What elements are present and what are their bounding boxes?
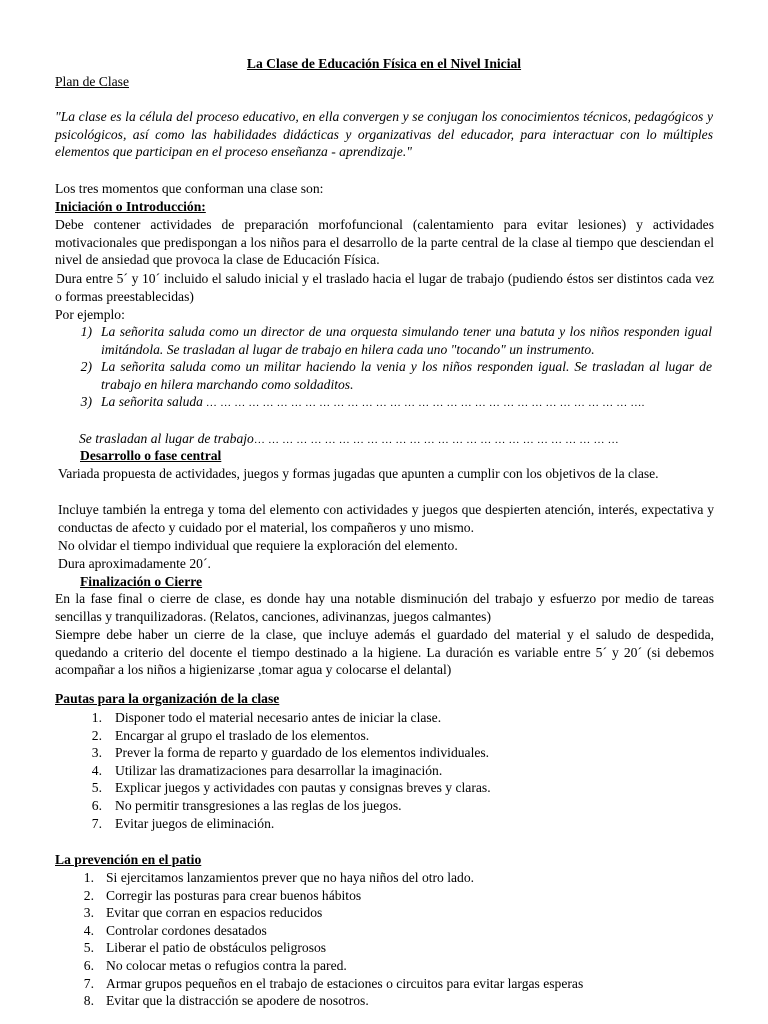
fill-in-dots: … … … … … … … … … … … … … … … … … … … … … … … … … …	[253, 434, 619, 446]
list-item: 4. Controlar cordones desatados	[83, 922, 267, 938]
desarrollo-paragraph-4: Dura aproximadamente 20´.	[58, 556, 211, 571]
list-item: 1. Disponer todo el material necesario antes de iniciar la clase.	[91, 710, 442, 725]
iniciacion-paragraph-2: Dura entre 5´ y 10´ incluido el saludo inicial y el traslado hacia el lugar de trabajo (pudiendo éstos ser distintos cada vez o formas preestablecidas)	[55, 271, 714, 304]
list-item: 2) La señorita saluda como un militar haciendo la venia y los niños responden igual. Se trasladan al lugar de trabajo en hilera marchando como soldaditos.	[80, 359, 712, 392]
prevencion-list	[82, 869, 712, 1010]
iniciacion-paragraph-1: Debe contener actividades de preparación morfofuncional (calentamiento para evitar lesiones) y actividades motivacionales que predispongan a los niños para el desarrollo de la parte central de la clase al tiempo que desciendan el nivel de ansiedad que provoca la clase de Educación Física.	[55, 217, 714, 268]
list-item: 6. No colocar metas o refugios contra la pared.	[83, 957, 347, 973]
section-heading-iniciacion: Iniciación o Introducción:	[55, 199, 206, 214]
intro-quote: "La clase es la célula del proceso educativo, en ella convergen y se conjugan los conocimientos técnicos, pedagógicos y psicológicos, así como las habilidades didácticas y organizativas del educador, para interactuar con lo múltiples elementos que participan en el proceso enseñanza - aprendizaje."	[55, 109, 713, 160]
desarrollo-paragraph-2: Incluye también la entrega y toma del elemento con actividades y juegos que despierten atención, interés, expectativa y conductas de afecto y cuidado por el material, los compañeros y uno mismo.	[58, 502, 714, 535]
pautas-list	[90, 709, 710, 832]
list-item: 1) La señorita saluda como un director de una orquesta simulando tener una batuta y los niños responden igual imitándola. Se trasladan al lugar de trabajo en hilera cada uno "tocando" un instrumento.	[80, 324, 712, 357]
list-item: 7. Armar grupos pequeños en el trabajo de estaciones o circuitos para evitar largas esperas	[83, 975, 584, 991]
list-item: 2. Corregir las posturas para crear buenos hábitos	[83, 887, 362, 903]
list-item: 3) La señorita saluda … … … … … … … … … … … … … … … … … … … … … … … … … … … … … … ….	[80, 394, 645, 410]
finalizacion-paragraph-1: En la fase final o cierre de clase, es donde hay una notable disminución del trabajo y esfuerzo por medio de tareas sencillas y tranquilizadoras. (Relatos, canciones, adivinanzas, juegos calmantes)	[55, 591, 714, 624]
intro-line: Los tres momentos que conforman una clase son:	[55, 181, 324, 196]
section-heading-finalizacion: Finalización o Cierre	[80, 574, 203, 589]
example-extra-line: Se trasladan al lugar de trabajo… … … … … … … … … … … … … … … … … … … … … … … … … …	[79, 431, 619, 446]
example-label: Por ejemplo:	[55, 307, 125, 322]
example-list	[79, 323, 712, 413]
list-item: 5. Explicar juegos y actividades con pautas y consignas breves y claras.	[91, 780, 491, 796]
list-item: 3. Evitar que corran en espacios reducidos	[83, 905, 323, 921]
document-title: La Clase de Educación Física en el Nivel Inicial	[246, 56, 522, 71]
list-item: 4. Utilizar las dramatizaciones para desarrollar la imaginación.	[91, 762, 443, 778]
list-item: 8. Evitar que la distracción se apodere de nosotros.	[83, 993, 369, 1009]
document-subtitle: Plan de Clase	[55, 74, 129, 89]
list-item: 2. Encargar al grupo el traslado de los elementos.	[91, 727, 370, 743]
list-item: 6. No permitir transgresiones a las reglas de los juegos.	[91, 797, 402, 813]
section-heading-prevencion: La prevención en el patio	[55, 852, 202, 867]
fill-in-dots: … … … … … … … … … … … … … … … … … … … … … … … … … … … … … … ….	[202, 397, 645, 410]
list-item: 5. Liberar el patio de obstáculos peligrosos	[83, 940, 327, 956]
list-item: 1. Si ejercitamos lanzamientos prever que no haya niños del otro lado.	[83, 870, 475, 885]
section-heading-desarrollo: Desarrollo o fase central	[80, 448, 222, 463]
list-item: 3. Prever la forma de reparto y guardado de los elementos individuales.	[91, 745, 490, 761]
finalizacion-paragraph-2: Siempre debe haber un cierre de la clase, que incluye además el guardado del material y el saludo de despedida, quedando a criterio del docente el tiempo destinado a la higiene. La duración es variable entre 5´ y 20´ (si debemos acompañar a los niños a higienizarse ,tomar agua y colocarse el delantal)	[55, 627, 714, 678]
desarrollo-paragraph-1: Variada propuesta de actividades, juegos y formas jugadas que apunten a cumplir con los objetivos de la clase.	[58, 466, 659, 481]
list-item: 7. Evitar juegos de eliminación.	[91, 815, 275, 831]
section-heading-pautas: Pautas para la organización de la clase	[55, 691, 280, 706]
desarrollo-paragraph-3: No olvidar el tiempo individual que requiere la exploración del elemento.	[58, 538, 458, 553]
